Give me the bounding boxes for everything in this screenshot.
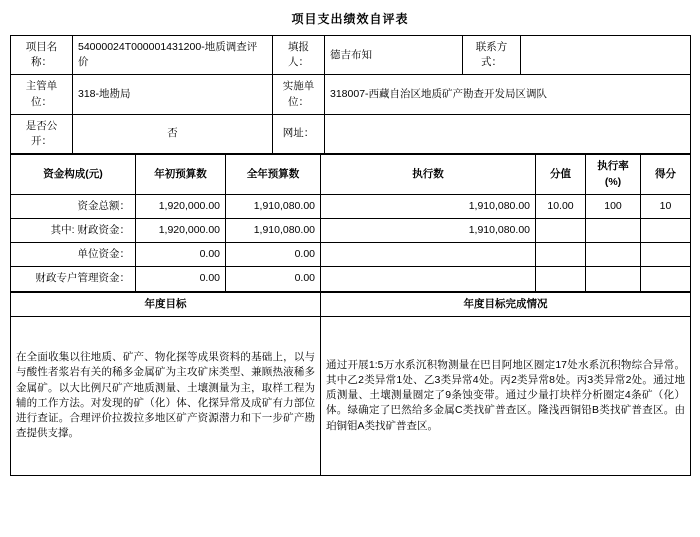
funds-row-annual-budget: 1,910,080.00 — [226, 194, 321, 218]
funds-row-execution: 1,910,080.00 — [321, 218, 536, 242]
contact-label: 联系方式： — [463, 36, 521, 75]
website-label: 网址： — [273, 114, 325, 153]
project-name-value: 54000024T000001431200-地质调查评价 — [73, 36, 273, 75]
funds-row-score-value — [536, 267, 586, 291]
website-value — [325, 114, 691, 153]
goals-body-row — [11, 316, 691, 475]
funds-row-annual-budget: 1,910,080.00 — [226, 218, 321, 242]
supervisor-value: 318-地勘局 — [73, 75, 273, 114]
funds-row-execution-rate — [586, 218, 641, 242]
funds-row-execution — [321, 267, 536, 291]
funds-row-score-value — [536, 243, 586, 267]
reporter-value: 德吉布知 — [325, 36, 463, 75]
funds-row-initial-budget: 1,920,000.00 — [136, 218, 226, 242]
annual-goal-completion-text: 通过开展1:5万水系沉积物测量在巴目阿地区圈定17处水系沉积物综合异常。其中乙2类异常1处、乙3类异常4处。丙2类异常8处。丙3类异常2处。通过地质测量、土壤测量圈定了9条蚀变带。通过少量打块样分析圈定4条矿（化）体。绿确定了巴然给多金属C类找矿普查区。隆浅西铜铅B类找矿普查区。由珀铜钼A类找矿普查区。 — [321, 316, 691, 475]
funds-row-name: 其中: 财政资金： — [11, 218, 136, 242]
funds-row-name: 单位资金： — [11, 243, 136, 267]
goals-table — [10, 292, 691, 476]
funds-header-composition: 资金构成(元) — [11, 155, 136, 194]
table-row — [11, 218, 691, 242]
funds-row-execution-rate — [586, 267, 641, 291]
table-row — [11, 243, 691, 267]
funds-row-name: 资金总额： — [11, 194, 136, 218]
funds-row-annual-budget: 0.00 — [226, 243, 321, 267]
implementer-value: 318007-西藏自治区地质矿产勘查开发局区调队 — [325, 75, 691, 114]
funds-header-score: 得分 — [641, 155, 691, 194]
table-row — [11, 36, 691, 75]
funds-row-score — [641, 243, 691, 267]
funds-row-score-value — [536, 218, 586, 242]
funds-row-score-value: 10.00 — [536, 194, 586, 218]
funds-header-execution: 执行数 — [321, 155, 536, 194]
goals-header-row — [11, 292, 691, 316]
public-label: 是否公开： — [11, 114, 73, 153]
page-title: 项目支出绩效自评表 — [291, 12, 409, 26]
funds-row-annual-budget: 0.00 — [226, 267, 321, 291]
funds-row-execution-rate — [586, 243, 641, 267]
funds-row-initial-budget: 0.00 — [136, 267, 226, 291]
funds-header-annual-budget: 全年预算数 — [226, 155, 321, 194]
funds-table — [10, 154, 691, 291]
funds-header-initial-budget: 年初预算数 — [136, 155, 226, 194]
table-row — [11, 75, 691, 114]
implementer-label: 实施单位： — [273, 75, 325, 114]
table-row — [11, 194, 691, 218]
funds-row-execution — [321, 243, 536, 267]
funds-row-score — [641, 218, 691, 242]
annual-goal-header: 年度目标 — [11, 292, 321, 316]
contact-value — [521, 36, 691, 75]
funds-row-execution: 1,910,080.00 — [321, 194, 536, 218]
table-row — [11, 114, 691, 153]
funds-row-execution-rate: 100 — [586, 194, 641, 218]
funds-table-header-row — [11, 155, 691, 194]
annual-goal-completion-header: 年度目标完成情况 — [321, 292, 691, 316]
table-row — [11, 267, 691, 291]
funds-row-initial-budget: 1,920,000.00 — [136, 194, 226, 218]
reporter-label: 填报人： — [273, 36, 325, 75]
funds-row-initial-budget: 0.00 — [136, 243, 226, 267]
public-value: 否 — [73, 114, 273, 153]
funds-row-score: 10 — [641, 194, 691, 218]
project-info-table — [10, 35, 691, 154]
supervisor-label: 主管单位： — [11, 75, 73, 114]
project-name-label: 项目名称： — [11, 36, 73, 75]
funds-header-score-value: 分值 — [536, 155, 586, 194]
funds-header-execution-rate: 执行率(%) — [586, 155, 641, 194]
funds-row-name: 财政专户管理资金： — [11, 267, 136, 291]
funds-row-score — [641, 267, 691, 291]
annual-goal-text: 在全面收集以往地质、矿产、物化探等成果资料的基础上，以与与酸性者浆岩有关的稀多金属矿为主攻矿床类型、兼顾热液稀多金属矿。以大比例尺矿产地质测量、土壤测量为主，取样工程为辅的工作方法。对发现的矿（化）体、化探异常及成矿有力部位进行查证。合理评价拉拨拉多地区矿产资源潜力和下一步矿产勘查提供支撑。 — [11, 316, 321, 475]
